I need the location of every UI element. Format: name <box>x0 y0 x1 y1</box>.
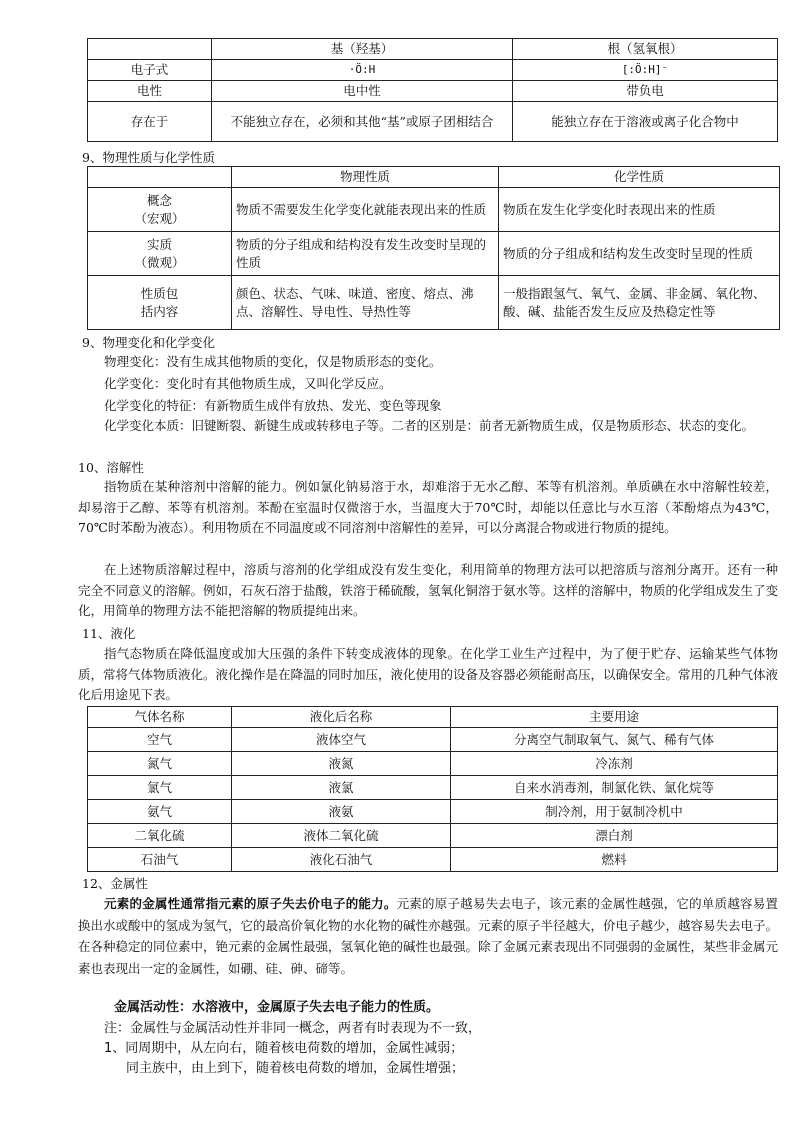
table-cell: 物质的分子组成和结构没有发生改变时呈现的性质 <box>232 232 499 276</box>
table-cell: 能独立存在于溶液或离子化合物中 <box>513 102 778 142</box>
paragraph: 指物质在某种溶剂中溶解的能力。例如氯化钠易溶于水，却难溶于无水乙醇、苯等有机溶剂。单质碘在水中溶解性较差，却易溶于乙醇、苯等有机溶剂。苯酚在室温时仅微溶于水，当温度大于70℃时，却能以任意比与水互溶（苯酚熔点为43℃，70℃时苯酚为液态）。利用物质在不同温度或不同溶剂中溶解性的差异，可以分离混合物或进行物质的提纯。 <box>78 479 778 535</box>
table-cell: 液体空气 <box>232 728 451 752</box>
rule-line: 同主族中，由上到下，随着核电荷数的增加，金属性增强； <box>126 1061 465 1076</box>
paragraph: 在上述物质溶解过程中，溶质与溶剂的化学组成没有发生变化，利用简单的物理方法可以把溶质与溶剂分离开。还有一种完全不同意义的溶解。例如，石灰石溶于盐酸，铁溶于稀硫酸，氢氧化铜溶于氨水等。这样的溶解中，物质的化学组成发生了变化，用简单的物理方法不能把溶解的物质提纯出来。 <box>78 562 779 618</box>
table-cell: 自来水消毒剂，制氯化铁、氯化烷等 <box>451 776 778 800</box>
table-header-cell: 主要用途 <box>451 707 778 728</box>
paragraph: 化学变化本质：旧键断裂、新键生成或转移电子等。二者的区别是：前者无新物质生成，仅是物质形态、状态的变化。 <box>104 418 755 433</box>
radical-vs-ion-table <box>87 38 778 142</box>
paragraph-line: 化学变化：变化时有其他物质生成，又叫化学反应。 <box>104 376 392 391</box>
table-cell: 氯气 <box>88 776 232 800</box>
rule-line: 1、同周期中，从左向右，随着核电荷数的增加，金属性减弱； <box>104 1041 464 1056</box>
table-cell: 空气 <box>88 728 232 752</box>
bold-definition: 元素的金属性通常指元素的原子失去价电子的能力。 <box>104 896 397 911</box>
paragraph-line: 化学变化的特征：有新物质生成伴有放热、发光、变色等现象 <box>104 398 442 413</box>
table-header-cell: 液化后名称 <box>232 707 451 728</box>
table-cell: 带负电 <box>513 81 778 102</box>
table-cell: 一般指跟氢气、氧气、金属、非金属、氧化物、酸、碱、盐能否发生反应及热稳定性等 <box>499 276 780 330</box>
table-row <box>88 776 778 800</box>
table-row <box>88 188 780 232</box>
electron-formula-hydroxide: [:Ö:H]⁻ <box>513 60 778 81</box>
table-cell: 漂白剂 <box>451 824 778 848</box>
table-cell: 冷冻剂 <box>451 752 778 776</box>
row-label: 性质包 括内容 <box>88 276 232 330</box>
table-cell: 氮气 <box>88 752 232 776</box>
table-cell: 物质的分子组成和结构发生改变时呈现的性质 <box>499 232 780 276</box>
gas-liquefaction-table <box>87 706 778 872</box>
table-header-cell: 化学性质 <box>499 167 780 188</box>
table-row <box>88 60 778 81</box>
table-cell: 燃料 <box>451 848 778 872</box>
section-heading: 10、溶解性 <box>78 460 144 475</box>
table-cell <box>88 167 232 188</box>
table-row <box>88 276 780 330</box>
table-row <box>88 848 778 872</box>
table-row <box>88 232 780 276</box>
table-header-cell: 气体名称 <box>88 707 232 728</box>
paragraph-text: 元素的原子越易失去电子，该元素的金属性越强，它的单质越容易置换出水或酸中的氢成为氢气，它的最高价氧化物的水化物的碱性亦越强。元素的原子半径越大，价电子越少，越容易失去电子。在各种稳定的同位素中，铯元素的金属性最强，氢氧化铯的碱性也最强。除了金属元素表现出不同强弱的金属性，某些非金属元素也表现出一定的金属性，如硼、硅、砷、碲等。 <box>78 896 779 976</box>
table-cell <box>88 39 212 60</box>
table-cell: 氨气 <box>88 800 232 824</box>
table-cell: 电中性 <box>212 81 513 102</box>
section-heading: 12、金属性 <box>82 876 148 891</box>
table-header-cell: 基（羟基） <box>212 39 513 60</box>
table-cell: 液氮 <box>232 752 451 776</box>
table-row <box>88 102 778 142</box>
table-cell: 不能独立存在，必须和其他“基”或原子团相结合 <box>212 102 513 142</box>
note-line: 注：金属性与金属活动性并非同一概念，两者有时表现为不一致， <box>104 1021 482 1036</box>
table-cell: 物质不需要发生化学变化就能表现出来的性质 <box>232 188 499 232</box>
row-label: 实质 （微观） <box>88 232 232 276</box>
row-label: 电子式 <box>88 60 212 81</box>
paragraph: 指气态物质在降低温度或加大压强的条件下转变成液体的现象。在化学工业生产过程中，为了便于贮存、运输某些气体物质，常将气体物质液化。液化操作是在降温的同时加压，液化使用的设备及容器必须能耐高压，以确保安全。常用的几种气体液化后用途见下表。 <box>78 646 779 702</box>
table-row <box>88 81 778 102</box>
section-heading: 9、物理变化和化学变化 <box>82 335 215 350</box>
table-cell: 液体二氧化硫 <box>232 824 451 848</box>
table-cell: 液氯 <box>232 776 451 800</box>
table-cell: 液化石油气 <box>232 848 451 872</box>
table-header-cell: 根（氢氧根） <box>513 39 778 60</box>
physical-chemical-property-table <box>87 166 780 330</box>
paragraph-line: 物理变化：没有生成其他物质的变化，仅是物质形态的变化。 <box>104 354 442 369</box>
table-row <box>88 824 778 848</box>
table-header-cell: 物理性质 <box>232 167 499 188</box>
table-row <box>88 39 778 60</box>
table-cell: 颜色、状态、气味、味道、密度、熔点、沸点、溶解性、导电性、导热性等 <box>232 276 499 330</box>
section-heading: 9、物理性质与化学性质 <box>82 150 215 165</box>
table-row <box>88 728 778 752</box>
table-cell: 石油气 <box>88 848 232 872</box>
table-cell: 液氨 <box>232 800 451 824</box>
row-label: 存在于 <box>88 102 212 142</box>
table-cell: 制冷剂，用于氨制冷机中 <box>451 800 778 824</box>
table-cell: 物质在发生化学变化时表现出来的性质 <box>499 188 780 232</box>
row-label: 概念 （宏观） <box>88 188 232 232</box>
table-row <box>88 752 778 776</box>
table-row <box>88 800 778 824</box>
metal-activity-definition: 金属活动性：水溶液中，金属原子失去电子能力的性质。 <box>114 1000 440 1015</box>
section-heading: 11、液化 <box>82 626 136 641</box>
table-row <box>88 167 780 188</box>
table-row <box>88 707 778 728</box>
table-cell: 二氧化硫 <box>88 824 232 848</box>
paragraph <box>78 893 778 979</box>
row-label: 电性 <box>88 81 212 102</box>
electron-formula-hydroxyl: ·Ö:H <box>212 60 513 81</box>
table-cell: 分离空气制取氧气、氮气、稀有气体 <box>451 728 778 752</box>
